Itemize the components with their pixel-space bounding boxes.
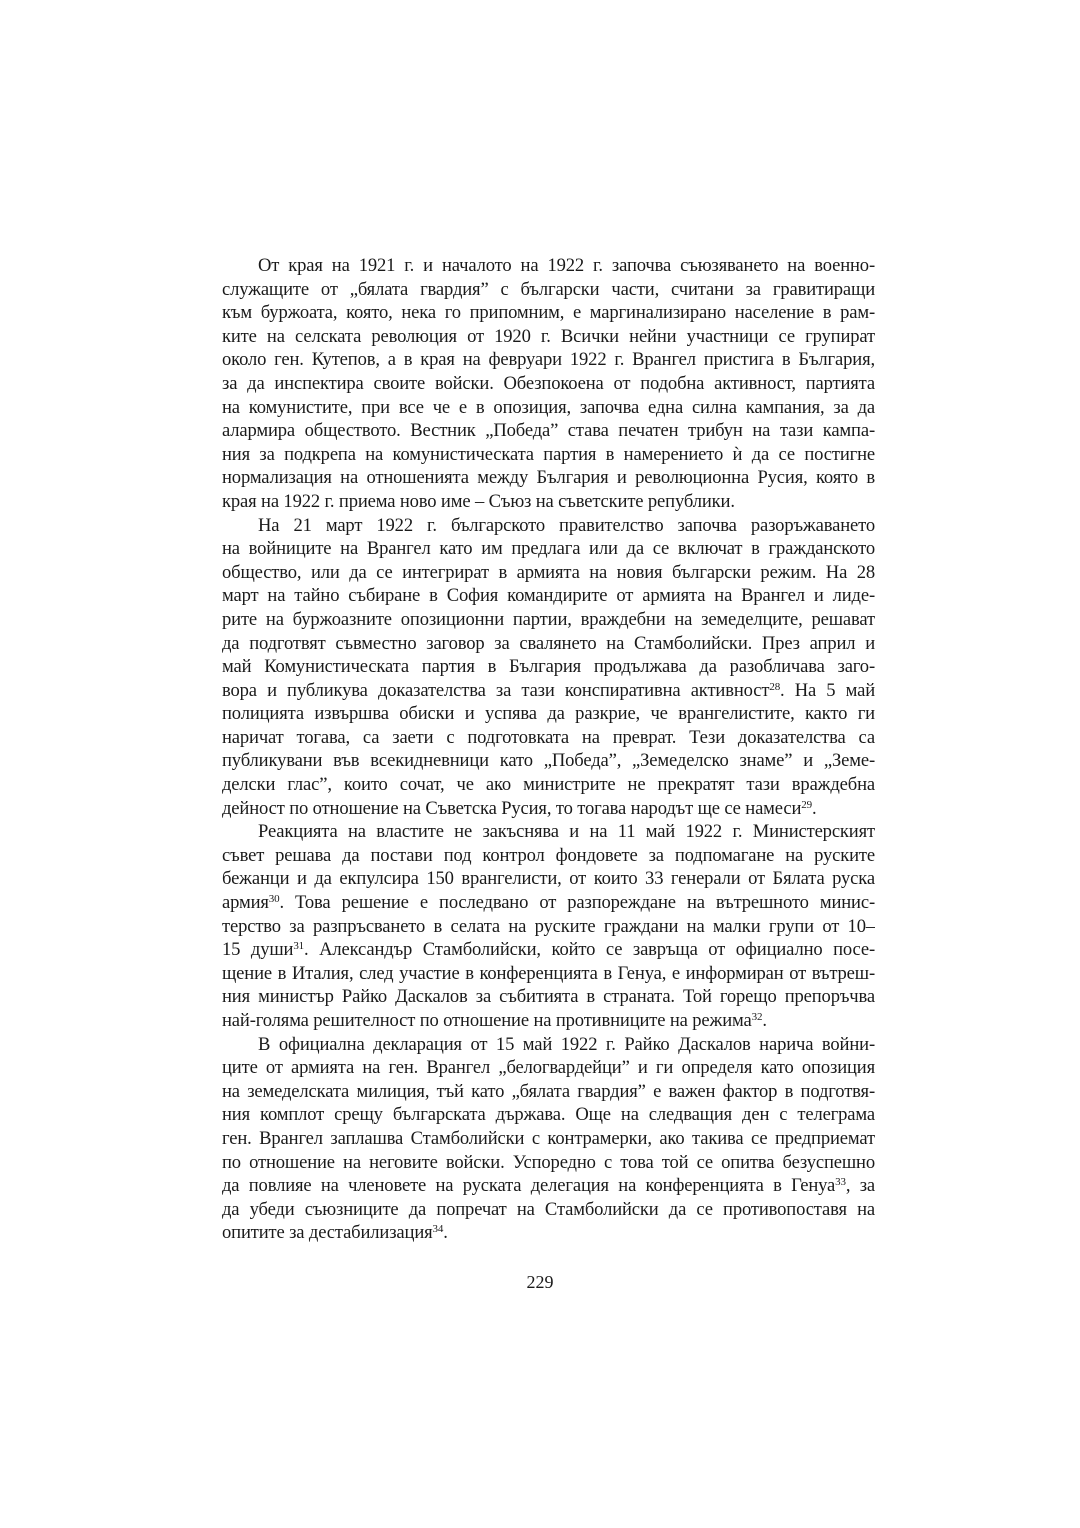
text-line [222,608,875,632]
text-line [222,702,875,726]
text-line [222,915,875,939]
line-text-after-footnote: . Това решение е последвано от разпореждане на вътрешното минис- [279,892,875,914]
line-text: Реакцията на властите не закъснява и на 11 май 1922 г. Министерският [258,821,875,843]
footnote-ref: 33 [835,1176,846,1189]
line-text: служащите от „бялата гвардия” с български части, считани за гравитиращи [222,278,875,300]
text-line [222,1103,875,1127]
body-text [222,254,875,1245]
text-line [222,254,875,278]
line-text: март на тайно събиране в София командирите от армията на Врангел и лиде- [222,585,875,607]
line-text: най-голяма решителност по отношение на противниците на режима [222,1010,752,1031]
text-line [222,985,875,1009]
line-text: по отношение на неговите войски. Успоредно с това той се опитва безуспешно [222,1151,875,1173]
line-text: дейност по отношение на Съветска Русия, то тогава народът ще се намеси [222,797,802,819]
line-text: за да инспектира своите войски. Обезпокоена от подобна активност, партията [222,372,875,394]
line-text: полицията извършва обиски и успява да разкрие, че врангелистите, както ги [222,703,875,725]
text-line [222,325,875,349]
paragraph [222,820,875,1032]
text-line [222,584,875,608]
line-text: ния за подкрепа на комунистическата партия в намерението ѝ да се постигне [222,443,875,465]
line-text: щение в Италия, след участие в конференцията в Генуа, е информиран от вътреш- [222,962,875,984]
paragraph [222,254,875,514]
line-text: към буржоата, която, нека го припомним, е маргинализирано население в рам- [222,302,875,324]
line-text: ген. Врангел заплашва Стамболийски с контрамерки, ако такива се предприемат [222,1127,875,1149]
text-line [222,278,875,302]
line-text: публикувани във всекидневници като „Победа”, „Земеделско знаме” и „Земе- [222,750,875,772]
text-line [222,396,875,420]
text-line [222,561,875,585]
text-line [222,301,875,325]
text-line [222,372,875,396]
text-line [222,1009,875,1033]
line-text: да убеди съюзниците да попречат на Стамболийски да се противопоставя на [222,1198,875,1220]
line-text: опитите за дестабилизация [222,1222,433,1244]
line-text: на комунистите, при все че е в опозиция, започва една силна кампания, за да [222,396,875,418]
text-line [222,1056,875,1080]
text-line [222,749,875,773]
footnote-ref: 28 [769,680,781,693]
line-text: общество, или да се интегрират в армията на новия български режим. На 28 [222,561,875,583]
line-text: 15 души [222,939,294,961]
text-line [222,820,875,844]
text-line [222,443,875,467]
text-line [222,466,875,490]
footnote-ref: 32 [751,1011,763,1023]
text-line [222,1221,875,1245]
line-text-after-footnote: . [762,1010,767,1031]
paragraph [222,1033,875,1245]
line-text: бежанци и да екпулсира 150 врангелисти, от които 33 генерали от Бялата руска [222,868,875,890]
text-line [222,348,875,372]
line-text: наричат тогава, са заети с подготовката на преврат. Тези доказателства са [222,726,875,748]
line-text: май Комунистическата партия в България продължава да разобличава заго- [222,656,875,678]
footnote-ref: 31 [293,940,305,953]
footnote-ref: 29 [801,798,812,811]
text-line [222,962,875,986]
line-text: ките на селската революция от 1920 г. Всички нейни участници се групират [222,325,875,347]
line-text: алармира обществото. Вестник „Победа” става печатен трибун на тази кампа- [222,420,875,442]
line-text: ния министър Райко Даскалов за събитията в страната. Той горещо препоръчва [222,986,875,1008]
line-text: около ген. Кутепов, а в края на февруари 1922 г. Врангел пристига в България, [222,349,875,371]
text-line [222,419,875,443]
line-text: рите на буржоазните опозиционни партии, враждебни на земеделците, решават [222,608,875,630]
footnote-ref: 30 [268,893,280,906]
line-text: на войниците на Врангел като им предлага или да се включат в гражданското [222,538,875,560]
page-number: 229 [526,1272,554,1292]
text-line [222,1198,875,1222]
line-text: В официална декларация от 15 май 1922 г. Райко Даскалов нарича войни- [258,1033,875,1055]
line-text-after-footnote: . Александър Стамболийски, който се завръща от официално посе- [304,939,875,961]
text-line [222,1174,875,1198]
line-text-after-footnote: . [443,1222,448,1244]
text-line [222,773,875,797]
line-text: делски глас”, които сочат, че ако министрите не прекратят тази враждебна [222,774,875,796]
line-text-after-footnote: , за [845,1175,875,1197]
text-line [222,1151,875,1175]
text-line [222,867,875,891]
line-text: съвет решава да постави под контрол фондовете за подпомагане на руските [222,844,875,866]
text-line [222,514,875,538]
text-line [222,632,875,656]
text-line [222,726,875,750]
text-line [222,844,875,868]
text-line [222,679,875,703]
line-text: на земеделската милиция, тъй като „бялата гвардия” е важен фактор в подготвя- [222,1080,875,1102]
footnote-ref: 34 [432,1223,444,1236]
text-line [222,891,875,915]
text-line [222,938,875,962]
text-line [222,1127,875,1151]
text-line [222,1080,875,1104]
line-text: края на 1922 г. приема ново име – Съюз на съветските републики. [222,490,735,512]
line-text: нормализация на отношенията между България и революционна Русия, която в [222,467,875,489]
line-text: армия [222,892,269,914]
line-text-after-footnote: . На 5 май [780,679,875,701]
text-line [222,797,875,821]
line-text: да повлияе на членовете на руската делегация на конференцията в Генуа [222,1175,836,1197]
text-line [222,1033,875,1057]
line-text: да подготвят съвместно заговор за свалянето на Стамболийски. През април и [222,632,875,654]
line-text: ците от армията на ген. Врангел „белогвардейци” и ги определя като опозиция [222,1057,875,1079]
text-line [222,537,875,561]
line-text: вора и публикува доказателства за тази конспиративна активност [222,679,770,701]
line-text: ния комплот срещу българската държава. Още на следващия ден с телеграма [222,1104,875,1126]
paragraph [222,514,875,821]
line-text: От края на 1921 г. и началото на 1922 г. започва съюзяването на военно- [258,255,875,276]
text-line [222,490,875,514]
text-line [222,655,875,679]
line-text-after-footnote: . [811,797,817,819]
line-text: На 21 март 1922 г. българското правителство започва разоръжаването [258,514,875,536]
line-text: терство за разпръсването в селата на руските граждани на малки групи от 10– [222,915,875,937]
